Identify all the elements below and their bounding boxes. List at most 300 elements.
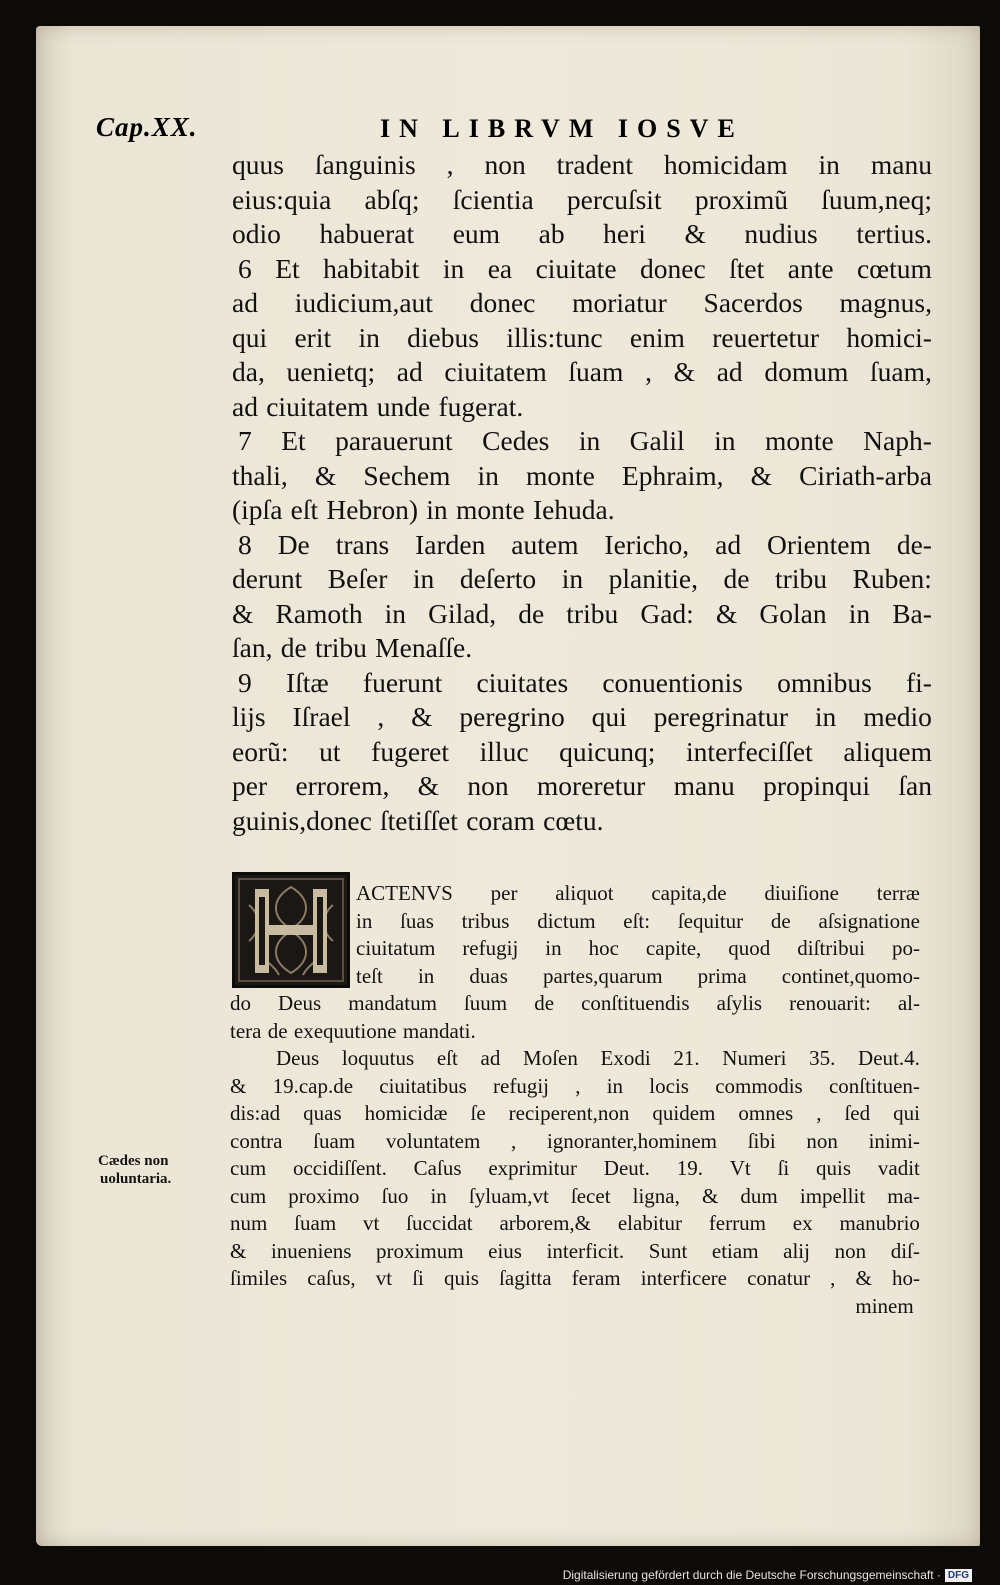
- word: ignoranter,hominem: [546, 1128, 717, 1153]
- word: tera: [230, 1018, 262, 1043]
- word: Deut.: [603, 1156, 650, 1180]
- word: ſagitta: [499, 1266, 552, 1290]
- dfg-logo-icon: DFG: [945, 1569, 972, 1582]
- word: in: [412, 563, 435, 594]
- commentary-line: [230, 1100, 920, 1128]
- word: &: [232, 597, 254, 629]
- word: duas: [469, 963, 508, 988]
- word: ea: [487, 252, 513, 284]
- word: quas: [303, 1101, 342, 1125]
- word: in: [417, 963, 435, 988]
- word: de: [723, 563, 750, 594]
- word: Iehuda.: [532, 494, 615, 525]
- word: Deus: [276, 1046, 320, 1070]
- margin-note-line: Cædes non: [98, 1153, 169, 1169]
- word: al-: [897, 991, 920, 1015]
- word: etiam: [711, 1238, 759, 1263]
- word: &: [684, 218, 706, 249]
- word: ſanguinis: [314, 149, 416, 180]
- commentary-line: [230, 1073, 920, 1101]
- word: non: [834, 1238, 867, 1263]
- word: Sunt: [648, 1238, 688, 1263]
- word: autem: [511, 528, 579, 560]
- word: eſt: [290, 494, 319, 525]
- verse-line: [232, 631, 932, 666]
- word: interficere: [640, 1266, 727, 1290]
- word: ad: [480, 1046, 501, 1070]
- word: Orientem: [767, 528, 871, 560]
- word: ſuum: [463, 991, 508, 1015]
- word: illis:tunc: [506, 321, 603, 353]
- word: ad: [232, 287, 258, 318]
- commentary-line: [230, 1265, 920, 1293]
- word: enim: [629, 321, 685, 353]
- commentary-line: [230, 1210, 920, 1238]
- word: voluntatem: [385, 1128, 481, 1153]
- word: capite,: [645, 936, 702, 960]
- word: &: [701, 1183, 719, 1208]
- word: de: [534, 991, 555, 1015]
- word: refugij: [462, 936, 519, 960]
- word: hoc: [588, 936, 619, 960]
- book-title: IN LIBRVM IOSVE: [380, 114, 744, 143]
- word: continet,quomo-: [781, 963, 920, 988]
- word: impellit: [799, 1183, 866, 1208]
- word: partes,quarum: [543, 963, 663, 988]
- word: tertius.: [856, 218, 932, 249]
- word: unde: [376, 390, 431, 422]
- word: coram: [466, 804, 535, 836]
- word: Sacerdos: [703, 287, 803, 318]
- footer-credit-text: Digitalisierung gefördert durch die Deutsche Forschungsgemeinschaft ·: [562, 1567, 941, 1582]
- word: ſi: [777, 1156, 790, 1180]
- word: ſuo: [381, 1183, 409, 1208]
- word: habitabit: [323, 252, 420, 284]
- verse-line: [232, 424, 932, 459]
- word: tribu: [566, 597, 619, 629]
- word: in: [814, 701, 837, 732]
- word: num: [230, 1211, 268, 1235]
- word: ſuam,: [870, 356, 932, 387]
- word: in: [477, 459, 499, 491]
- word: in: [442, 252, 465, 284]
- word: Cedes: [482, 425, 550, 456]
- verse-line: [232, 252, 932, 287]
- word: conuentionis: [602, 666, 743, 698]
- margin-note: [98, 1152, 208, 1188]
- running-head: [96, 112, 816, 148]
- word: ſcientia: [452, 183, 534, 215]
- word: ſtet: [729, 252, 765, 284]
- word: interfeciſſet: [686, 735, 813, 767]
- verse-line: [232, 217, 932, 252]
- word: Et: [281, 425, 306, 456]
- word: cœtu.: [543, 804, 604, 836]
- word: 9: [238, 666, 252, 698]
- word: mandati.: [402, 1018, 476, 1043]
- word: &: [314, 459, 337, 491]
- word: 19.cap.de: [272, 1073, 354, 1098]
- word: po-: [891, 936, 920, 960]
- word: in: [545, 936, 562, 960]
- word: Ramoth: [275, 597, 363, 629]
- verse-line: [232, 666, 932, 701]
- verse-line: [232, 804, 932, 839]
- word: in: [714, 425, 736, 456]
- word: fugerat.: [438, 390, 524, 422]
- word: in: [356, 908, 373, 933]
- word: illuc: [479, 735, 529, 767]
- word: Iſrael: [292, 701, 351, 732]
- word: ciuitatibus: [379, 1073, 467, 1098]
- word: abſq;: [364, 183, 420, 215]
- verse-line: [232, 148, 932, 183]
- word: dictum: [537, 908, 596, 933]
- scripture-verses: [232, 148, 932, 838]
- word: eſt:: [623, 908, 651, 933]
- word: Iarden: [415, 528, 486, 560]
- word: ACTENVS: [356, 881, 453, 905]
- word: eum: [452, 218, 501, 249]
- word: ſtetiſſet: [380, 804, 458, 836]
- word: diuiſione: [764, 881, 839, 905]
- word: peregrinatur: [653, 701, 789, 732]
- word: Golan: [759, 597, 827, 629]
- word: da,: [232, 356, 265, 387]
- word: Numeri: [722, 1046, 787, 1070]
- word: de: [518, 597, 545, 629]
- word: loquutus: [341, 1046, 415, 1070]
- word: Moſen: [523, 1046, 578, 1070]
- word: ſecet: [570, 1183, 611, 1208]
- word: &: [855, 1266, 872, 1290]
- commentary-line: [230, 963, 920, 991]
- word: nudius: [744, 218, 818, 249]
- verse-line: [232, 769, 932, 804]
- word: 21.: [673, 1046, 700, 1070]
- word: ſan,: [232, 632, 273, 663]
- word: de-: [896, 528, 932, 560]
- word: &: [750, 459, 772, 491]
- word: &: [715, 597, 738, 629]
- word: ciuitates: [476, 666, 569, 698]
- word: Beſer: [327, 563, 388, 594]
- word: 6: [238, 252, 252, 284]
- word: elabitur: [617, 1211, 682, 1235]
- word: cœtum: [857, 252, 932, 284]
- word: magnus,: [839, 287, 932, 318]
- word: derunt: [232, 563, 303, 594]
- word: ,: [830, 1266, 836, 1290]
- word: per: [490, 881, 518, 905]
- word: &: [230, 1073, 247, 1098]
- word: Sechem: [363, 459, 451, 491]
- word: conſtituen-: [828, 1073, 920, 1098]
- word: omnibus: [777, 666, 872, 698]
- word: in: [818, 149, 840, 180]
- word: omnes: [738, 1101, 794, 1125]
- word: ciuitatem: [266, 390, 369, 422]
- commentary-line: [230, 908, 920, 936]
- word: cum: [230, 1156, 267, 1180]
- word: eius: [488, 1238, 522, 1263]
- word: 19.: [676, 1156, 703, 1180]
- word: ſuum,neq;: [821, 183, 932, 215]
- word: diebus: [407, 321, 479, 353]
- word: ma-: [887, 1183, 920, 1208]
- word: ,: [446, 149, 454, 180]
- word: Deut.4.: [858, 1046, 920, 1070]
- word: in: [606, 1073, 624, 1098]
- word: prima: [697, 963, 747, 988]
- word: deſerto: [459, 563, 537, 594]
- word: Vt: [729, 1156, 751, 1180]
- word: ſed: [844, 1101, 871, 1125]
- word: uenietq;: [286, 356, 376, 387]
- word: propinqui: [763, 770, 871, 801]
- word: vt: [375, 1266, 393, 1290]
- word: vt: [363, 1211, 380, 1235]
- word: alij: [783, 1238, 810, 1263]
- verse-line: [232, 355, 932, 390]
- word: ,: [575, 1073, 581, 1098]
- word: tribus: [461, 908, 510, 933]
- word: Galil: [629, 425, 685, 456]
- word: manubrio: [839, 1211, 920, 1235]
- word: qui: [893, 1101, 920, 1125]
- word: in: [561, 563, 584, 594]
- word: peregrino: [459, 701, 565, 732]
- word: vadit: [877, 1156, 920, 1180]
- word: donec: [640, 252, 706, 284]
- word: ad: [715, 528, 742, 560]
- word: errorem,: [295, 770, 390, 801]
- word: ab: [538, 218, 565, 249]
- word: interficit.: [546, 1238, 625, 1263]
- word: odio: [232, 218, 281, 249]
- word: quod: [728, 936, 771, 960]
- commentary-line: [230, 1128, 920, 1156]
- word: qui: [591, 701, 627, 732]
- word: monte: [455, 494, 525, 525]
- word: de: [280, 632, 307, 663]
- word: ante: [787, 252, 834, 284]
- word: habuerat: [319, 218, 415, 249]
- word: proximo: [288, 1183, 360, 1208]
- word: dis:ad: [230, 1101, 281, 1125]
- word: quicunq;: [559, 735, 656, 767]
- word: conſtituendis: [581, 991, 690, 1015]
- word: ciuitatem: [444, 356, 547, 387]
- word: diſtribui: [797, 936, 865, 960]
- word: Iſtæ: [285, 666, 329, 698]
- word: moreretur: [536, 770, 646, 801]
- footer-credit: [563, 1568, 972, 1582]
- commentary-line: [230, 935, 920, 963]
- word: quis: [816, 1156, 852, 1180]
- word: ,: [645, 356, 652, 387]
- word: terræ: [876, 881, 920, 905]
- word: homicidæ: [364, 1101, 448, 1125]
- word: monte: [764, 425, 834, 456]
- word: domum: [764, 356, 849, 387]
- word: Hebron): [326, 494, 419, 525]
- word: iudicium,aut: [294, 287, 433, 318]
- chapter-label: Cap.XX.: [96, 112, 198, 142]
- word: quus: [232, 149, 284, 180]
- word: ſi: [412, 1266, 424, 1290]
- word: eius:quia: [232, 183, 332, 215]
- word: guinis,donec: [232, 804, 372, 836]
- word: percuſsit: [566, 183, 662, 215]
- verse-line: [232, 321, 932, 356]
- verse-line: [232, 493, 932, 528]
- word: ſuam: [568, 356, 624, 387]
- commentary-line: [230, 1155, 920, 1183]
- word: manu: [673, 770, 735, 801]
- word: refugij: [493, 1073, 549, 1098]
- verse-line: [232, 183, 932, 218]
- word: ſuam: [313, 1128, 356, 1153]
- word: medio: [863, 701, 932, 732]
- word: cum: [230, 1183, 267, 1208]
- word: proximũ: [694, 183, 789, 215]
- word: ciuitatum: [356, 936, 436, 960]
- word: ut: [319, 735, 341, 767]
- word: erit: [294, 321, 332, 353]
- commentary-text: [230, 880, 920, 1320]
- word: thali,: [232, 459, 288, 491]
- word: quis: [443, 1266, 479, 1290]
- word: Ruben:: [852, 563, 932, 594]
- word: heri: [603, 218, 646, 249]
- word: ad: [396, 356, 423, 387]
- word: in: [358, 321, 380, 353]
- word: capita,de: [651, 881, 727, 905]
- word: in: [430, 1183, 447, 1208]
- word: proximum: [376, 1238, 464, 1263]
- verse-line: [232, 562, 932, 597]
- word: ſuam: [294, 1211, 337, 1235]
- word: lijs: [232, 701, 266, 732]
- word: tribu: [775, 563, 827, 594]
- verse-line: [232, 459, 932, 494]
- word: caſus,: [307, 1266, 356, 1290]
- word: ſuccidat: [406, 1211, 473, 1235]
- word: Caſus: [413, 1156, 462, 1180]
- word: reuertetur: [712, 321, 820, 353]
- word: 35.: [809, 1046, 836, 1070]
- word: Naph-: [863, 425, 932, 456]
- word: de: [267, 1018, 288, 1043]
- word: Ba-: [892, 597, 932, 629]
- word: occidiſſent.: [292, 1156, 387, 1180]
- word: in: [426, 494, 448, 525]
- word: non: [467, 770, 509, 801]
- word: ex: [792, 1211, 813, 1235]
- word: parauerunt: [335, 425, 453, 456]
- word: donec: [469, 287, 536, 318]
- word: exprimitur: [488, 1156, 577, 1180]
- verse-line: [232, 597, 932, 632]
- word: eſt: [436, 1046, 458, 1070]
- word: aliquot: [555, 881, 614, 905]
- word: ſyluam,vt: [468, 1183, 549, 1208]
- word: homicidam: [663, 149, 788, 180]
- word: in: [578, 425, 601, 456]
- word: commodis: [715, 1073, 803, 1098]
- verse-line: [232, 286, 932, 321]
- word: inueniens: [270, 1238, 352, 1263]
- word: arborem,&: [499, 1211, 592, 1235]
- word: tradent: [556, 149, 633, 180]
- commentary-line: [230, 1238, 920, 1266]
- verse-line: [232, 390, 932, 425]
- word: in: [848, 597, 871, 629]
- word: non: [806, 1128, 838, 1153]
- commentary-line: [230, 1293, 920, 1321]
- word: dum: [740, 1183, 778, 1208]
- commentary-line: [230, 1018, 920, 1046]
- word: minem: [855, 1293, 914, 1318]
- word: Menaſſe.: [375, 632, 473, 663]
- word: inimi-: [868, 1128, 920, 1153]
- word: eorũ:: [232, 735, 289, 767]
- word: qui: [232, 321, 268, 353]
- word: renouarit:: [789, 991, 871, 1015]
- word: mandatum: [348, 991, 437, 1015]
- word: do: [230, 991, 251, 1015]
- word: moriatur: [572, 287, 667, 318]
- word: 7: [238, 425, 252, 456]
- word: aliquem: [843, 735, 932, 767]
- word: feram: [571, 1266, 621, 1290]
- word: reciperent,non: [508, 1101, 630, 1125]
- word: Deus: [278, 991, 322, 1015]
- word: Iericho,: [604, 528, 690, 560]
- word: Exodi: [600, 1046, 651, 1070]
- word: ſe: [470, 1101, 486, 1125]
- word: ſibi: [747, 1128, 776, 1153]
- word: fi-: [906, 666, 932, 698]
- word: &: [411, 701, 433, 732]
- word: trans: [335, 528, 390, 560]
- word: &: [417, 770, 440, 801]
- word: ciuitate: [535, 252, 617, 284]
- word: Gad:: [640, 597, 694, 629]
- commentary-line: [230, 1183, 920, 1211]
- commentary-line: [230, 1045, 920, 1073]
- word: exequutione: [293, 1018, 397, 1043]
- commentary-line: [230, 990, 920, 1018]
- word: teſt: [356, 963, 383, 988]
- word: ſimiles: [230, 1266, 288, 1290]
- word: in: [384, 597, 407, 629]
- word: De: [277, 528, 310, 560]
- word: ad: [232, 390, 258, 422]
- word: ſuas: [400, 908, 434, 933]
- word: contra: [230, 1128, 283, 1153]
- word: diſ-: [890, 1238, 920, 1263]
- word: homici-: [846, 321, 932, 353]
- word: tribu: [314, 632, 367, 663]
- word: quidem: [652, 1101, 716, 1125]
- word: fugeret: [371, 735, 450, 767]
- word: de: [770, 908, 791, 933]
- word: ferrum: [708, 1211, 766, 1235]
- word: ,: [816, 1101, 822, 1125]
- word: fuerunt: [362, 666, 443, 698]
